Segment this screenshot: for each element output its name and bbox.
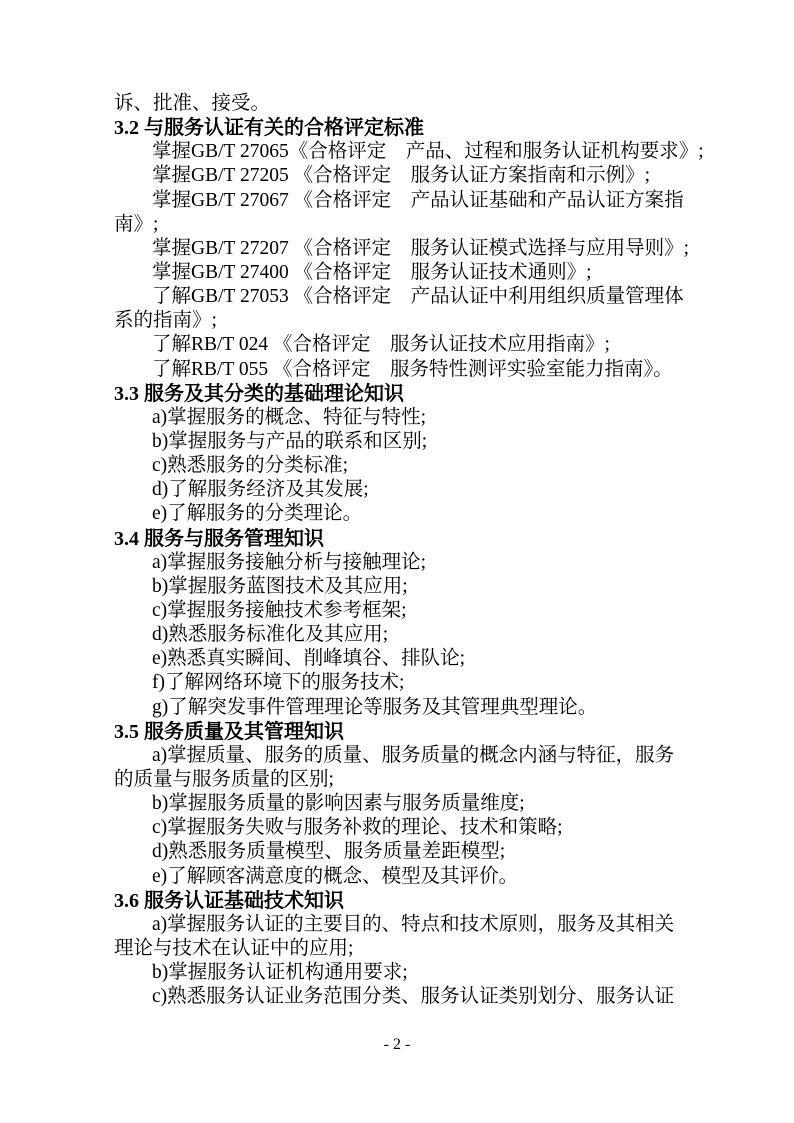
paragraph-line: c)熟悉服务的分类标准; bbox=[152, 455, 349, 477]
paragraph-line: 南》; bbox=[114, 213, 159, 235]
paragraph-line: 掌握GB/T 27205 《合格评定 服务认证方案指南和示例》; bbox=[152, 165, 650, 187]
section-heading: 3.5 服务质量及其管理知识 bbox=[114, 720, 344, 743]
paragraph-line: d)熟悉服务质量模型、服务质量差距模型; bbox=[152, 841, 506, 863]
paragraph-line: 理论与技术在认证中的应用; bbox=[114, 937, 354, 959]
continuation-line: 诉、批准、接受。 bbox=[114, 93, 271, 114]
section-heading: 3.3 服务及其分类的基础理论知识 bbox=[114, 382, 404, 405]
paragraph-line: a)掌握服务认证的主要目的、特点和技术原则，服务及其相关 bbox=[152, 913, 675, 935]
document-body bbox=[114, 92, 704, 1009]
paragraph-line: g)了解突发事件管理理论等服务及其管理典型理论。 bbox=[152, 696, 598, 718]
paragraph-line: 的质量与服务质量的区别; bbox=[114, 768, 334, 790]
paragraph-line: 了解RB/T 055 《合格评定 服务特性测评实验室能力指南》。 bbox=[152, 358, 673, 380]
paragraph-line: 了解RB/T 024 《合格评定 服务认证技术应用指南》; bbox=[152, 334, 610, 356]
paragraph-line: 系的指南》; bbox=[114, 310, 217, 332]
paragraph-line: e)了解服务的分类理论。 bbox=[152, 503, 363, 525]
paragraph-line: c)掌握服务失败与服务补救的理论、技术和策略; bbox=[152, 817, 563, 839]
page-number: - 2 - bbox=[383, 1036, 411, 1053]
paragraph-line: b)掌握服务与产品的联系和区别; bbox=[152, 430, 428, 452]
paragraph-line: b)掌握服务蓝图技术及其应用; bbox=[152, 575, 408, 597]
paragraph-line: 掌握GB/T 27065《合格评定 产品、过程和服务认证机构要求》; bbox=[152, 141, 704, 163]
paragraph-line: b)掌握服务认证机构通用要求; bbox=[152, 962, 408, 984]
paragraph-line: f)了解网络环境下的服务技术; bbox=[152, 672, 405, 694]
paragraph-line: d)了解服务经济及其发展; bbox=[152, 479, 369, 501]
paragraph-line: 掌握GB/T 27400 《合格评定 服务认证技术通则》; bbox=[152, 261, 592, 283]
paragraph-line: a)掌握质量、服务的质量、服务质量的概念内涵与特征，服务 bbox=[152, 744, 675, 766]
paragraph-line: 掌握GB/T 27067 《合格评定 产品认证基础和产品认证方案指 bbox=[152, 189, 684, 211]
paragraph-line: a)掌握服务的概念、特征与特性; bbox=[152, 406, 427, 428]
section-heading: 3.6 服务认证基础技术知识 bbox=[114, 889, 344, 912]
paragraph-line: d)熟悉服务标准化及其应用; bbox=[152, 624, 389, 646]
paragraph-line: e)熟悉真实瞬间、削峰填谷、排队论; bbox=[152, 648, 466, 670]
paragraph-line: 掌握GB/T 27207 《合格评定 服务认证模式选择与应用导则》; bbox=[152, 237, 689, 259]
paragraph-line: c)掌握服务接触技术参考框架; bbox=[152, 599, 407, 621]
paragraph-line: e)了解顾客满意度的概念、模型及其评价。 bbox=[152, 865, 519, 887]
section-heading: 3.2 与服务认证有关的合格评定标准 bbox=[114, 117, 424, 140]
paragraph-line: c)熟悉服务认证业务范围分类、服务认证类别划分、服务认证 bbox=[152, 986, 675, 1008]
paragraph-line: a)掌握服务接触分析与接触理论; bbox=[152, 551, 427, 573]
section-heading: 3.4 服务与服务管理知识 bbox=[114, 527, 324, 550]
paragraph-line: 了解GB/T 27053 《合格评定 产品认证中利用组织质量管理体 bbox=[152, 286, 684, 308]
paragraph-line: b)掌握服务质量的影响因素与服务质量维度; bbox=[152, 793, 525, 815]
